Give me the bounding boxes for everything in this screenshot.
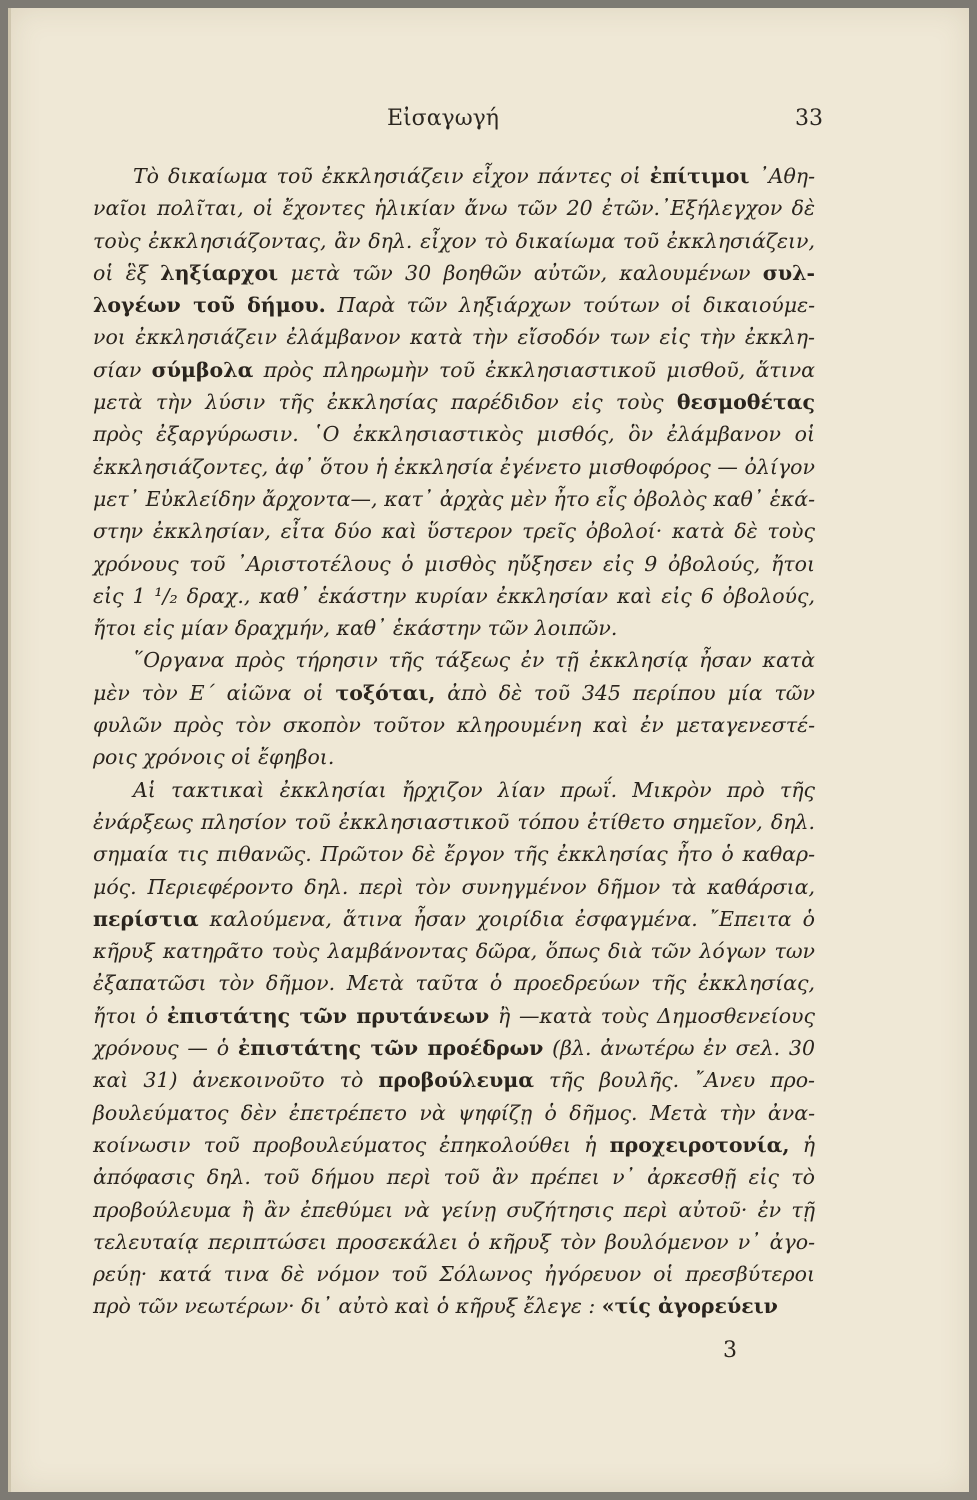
paragraph <box>93 774 815 1323</box>
text-line: πρὸς ἐξαργύρωσιν. ῾Ο ἐκκλησιαστικὸς μισθός, ὃν ἐλάμβανον οἱ <box>93 422 815 447</box>
text-line: πρὸ τῶν νεωτέρων· δι᾿ αὐτὸ καὶ ὁ κῆρυξ ἔλεγε : «τίς ἀγορεύειν <box>93 1294 778 1319</box>
text-line: κοίνωσιν τοῦ προβουλεύματος ἐπηκολούθει ἡ προχειροτονία, ἡ <box>93 1132 815 1157</box>
text-line: ναῖοι πολῖται, οἱ ἔχοντες ἡλικίαν ἄνω τῶν 20 ἐτῶν.᾿Εξήλεγχον δὲ <box>93 196 815 221</box>
text-line: νοι ἐκκλησιάζειν ἐλάμβανον κατὰ τὴν εἴσοδόν των εἰς τὴν ἐκκλη- <box>93 325 815 350</box>
text-line: μετὰ τὴν λύσιν τῆς ἐκκλησίας παρέδιδον εἰς τοὺς θεσμοθέτας <box>93 390 815 415</box>
text-line: στην ἐκκλησίαν, εἶτα δύο καὶ ὕστερον τρεῖς ὀβολοί· κατὰ δὲ τοὺς <box>93 519 815 544</box>
text-line: μὲν τὸν Ε΄ αἰῶνα οἱ τοξόται, ἀπὸ δὲ τοῦ 345 περίπου μία τῶν <box>93 680 815 705</box>
text-line: χρόνους τοῦ ᾿Αριστοτέλους ὁ μισθὸς ηὔξησεν εἰς 9 ὀβολούς, ἤτοι <box>93 551 815 576</box>
text-line: ρεύῃ· κατά τινα δὲ νόμον τοῦ Σόλωνος ἠγόρευον οἱ πρεσβύτεροι <box>93 1262 815 1287</box>
text-line: Αἱ τακτικαὶ ἐκκλησίαι ἤρχιζον λίαν πρωΐ. Μικρὸν πρὸ τῆς <box>133 777 815 802</box>
signature-mark: 3 <box>723 1338 737 1363</box>
text-line: ῞Οργανα πρὸς τήρησιν τῆς τάξεως ἐν τῇ ἐκκλησίᾳ ἦσαν κατὰ <box>133 648 815 673</box>
text-line: ἤτοι ὁ ἐπιστάτης τῶν πρυτάνεων ἢ —κατὰ τοὺς Δημοσθενείους <box>93 1003 815 1028</box>
paragraph <box>93 644 815 773</box>
text-line: καὶ 31) ἀνεκοινοῦτο τὸ προβούλευμα τῆς βουλῆς. ῎Ανευ προ- <box>93 1068 815 1093</box>
text-line: ἐξαπατῶσι τὸν δῆμον. Μετὰ ταῦτα ὁ προεδρεύων τῆς ἐκκλησίας, <box>93 971 815 996</box>
page-number: 33 <box>795 106 823 131</box>
text-line: βουλεύματος δὲν ἐπετρέπετο νὰ ψηφίζῃ ὁ δῆμος. Μετὰ τὴν ἀνα- <box>93 1100 815 1125</box>
text-line: μετ᾿ Εὐκλείδην ἄρχοντα—, κατ᾿ ἀρχὰς μὲν ἦτο εἷς ὀβολὸς καθ᾿ ἑκά- <box>93 486 815 511</box>
text-line: οἱ ἓξ ληξίαρχοι μετὰ τῶν 30 βοηθῶν αὐτῶν, καλουμένων συλ- <box>93 260 815 285</box>
text-line: τελευταίᾳ περιπτώσει προσεκάλει ὁ κῆρυξ τὸν βουλόμενον ν᾿ ἀγο- <box>93 1229 815 1254</box>
running-title: Εἰσαγωγή <box>387 106 499 131</box>
body-text <box>93 160 815 1323</box>
text-line: ἤτοι εἰς μίαν δραχμήν, καθ᾿ ἑκάστην τῶν λοιπῶν. <box>93 616 618 641</box>
text-line: ἐκκλησιάζοντες, ἀφ᾿ ὅτου ἡ ἐκκλησία ἐγένετο μισθοφόρος — ὀλίγον <box>93 454 815 479</box>
text-line: εἰς 1 ¹/₂ δραχ., καθ᾿ ἑκάστην κυρίαν ἐκκλησίαν καὶ εἰς 6 ὀβολούς, <box>93 583 815 608</box>
text-line: ἀπόφασις δηλ. τοῦ δήμου περὶ τοῦ ἂν πρέπει ν᾿ ἀρκεσθῇ εἰς τὸ <box>93 1165 815 1190</box>
text-line: προβούλευμα ἢ ἂν ἐπεθύμει νὰ γείνῃ συζήτησις περὶ αὐτοῦ· ἐν τῇ <box>93 1197 815 1222</box>
page-header <box>11 106 969 142</box>
text-line: σίαν σύμβολα πρὸς πληρωμὴν τοῦ ἐκκλησιαστικοῦ μισθοῦ, ἅτινα <box>93 357 815 382</box>
text-line: κῆρυξ κατηρᾶτο τοὺς λαμβάνοντας δῶρα, ὅπως διὰ τῶν λόγων των <box>93 939 815 964</box>
text-line: σημαία τις πιθανῶς. Πρῶτον δὲ ἔργον τῆς ἐκκλησίας ἦτο ὁ καθαρ- <box>93 842 815 867</box>
text-line: τοὺς ἐκκλησιάζοντας, ἂν δηλ. εἶχον τὸ δικαίωμα τοῦ ἐκκλησιάζειν, <box>93 228 815 253</box>
text-line: ἐνάρξεως πλησίον τοῦ ἐκκλησιαστικοῦ τόπου ἐτίθετο σημεῖον, δηλ. <box>93 809 815 834</box>
text-line: περίστια καλούμενα, ἅτινα ἦσαν χοιρίδια ἐσφαγμένα. ῎Επειτα ὁ <box>93 906 815 931</box>
text-line: φυλῶν πρὸς τὸν σκοπὸν τοῦτον κληρουμένη καὶ ἐν μεταγενεστέ- <box>93 713 815 738</box>
text-line: χρόνους — ὁ ἐπιστάτης τῶν προέδρων (βλ. ἀνωτέρω ἐν σελ. 30 <box>93 1036 815 1061</box>
book-page <box>8 8 969 1492</box>
text-line: λογέων τοῦ δήμου. Παρὰ τῶν ληξιάρχων τούτων οἱ δικαιούμε- <box>93 293 816 318</box>
text-line: μός. Περιεφέροντο δηλ. περὶ τὸν συνηγμένον δῆμον τὰ καθάρσια, <box>93 874 815 899</box>
text-line: Τὸ δικαίωμα τοῦ ἐκκλησιάζειν εἶχον πάντες οἱ ἐπίτιμοι ᾿Αθη- <box>133 164 816 188</box>
paragraph <box>93 160 815 644</box>
text-line: ροις χρόνοις οἱ ἔφηβοι. <box>93 745 335 770</box>
